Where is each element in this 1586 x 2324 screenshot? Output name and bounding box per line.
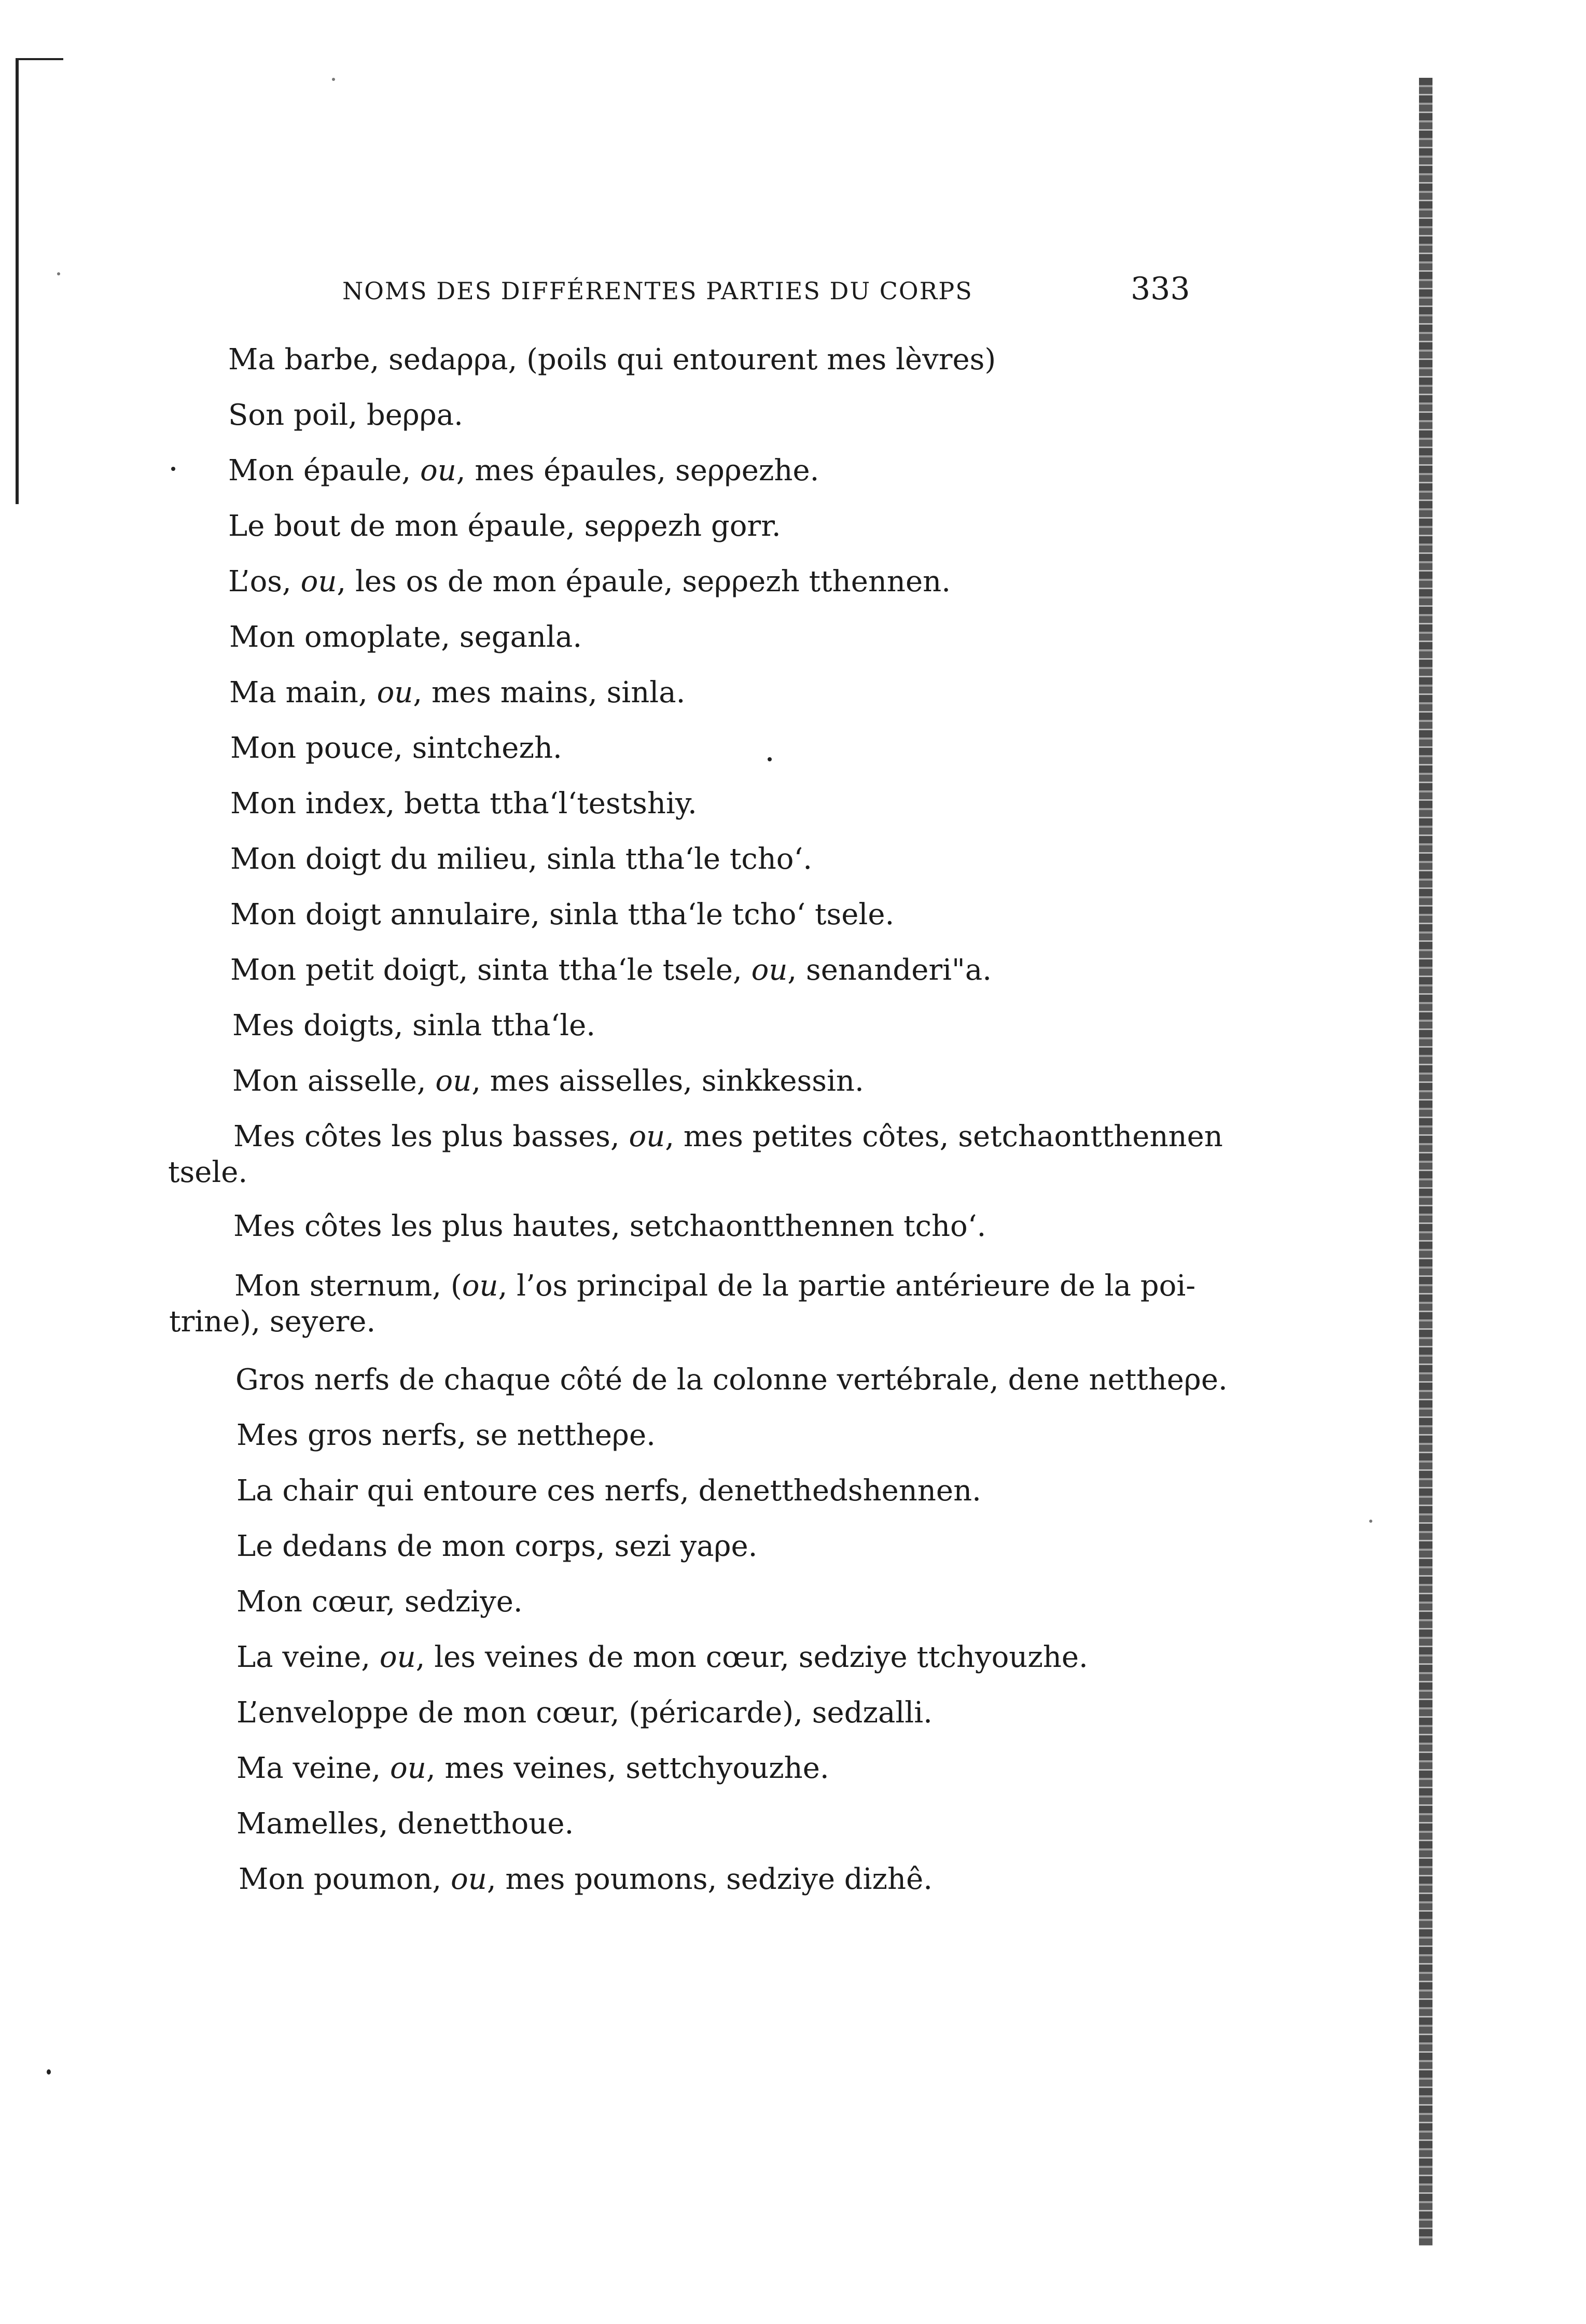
text-line: Son poil, beρρa. [228,398,463,432]
text-line: Le dedans de mon corps, sezi yaρe. [236,1529,758,1563]
text-line: Mon épaule, ou, mes épaules, seρρezhe. [228,454,819,488]
text-line: Mon doigt du milieu, sinla ttha‘le tcho‘. [230,842,813,876]
text-line: La veine, ou, les veines de mon cœur, sedziye ttchyouzhe. [236,1640,1088,1674]
text-line: Mon poumon, ou, mes poumons, sedziye dizhê. [239,1862,933,1896]
page-edge-right [1419,78,1432,2246]
text-line: Le bout de mon épaule, seρρezh gorr. [228,509,781,543]
text-line: Ma main, ou, mes mains, sinla. [229,676,686,709]
text-line: Mon omoplate, seganla. [229,620,582,654]
body-text [166,332,1234,1907]
text-line: Mamelles, denetthoue. [236,1807,574,1841]
text-line: La chair qui entoure ces nerfs, denetthedshennen. [236,1474,981,1508]
text-line: Mes côtes les plus hautes, setchaontthennen tcho‘. [233,1209,986,1243]
scan-speck [1369,1520,1372,1523]
text-line: Mes doigts, sinla ttha‘le. [232,1009,596,1042]
page-header [342,271,1224,312]
text-line: Mon index, betta ttha‘l‘testshiy. [230,787,697,820]
text-line: Ma veine, ou, mes veines, settchyouzhe. [236,1751,829,1785]
text-line: L’enveloppe de mon cœur, (péricarde), sedzalli. [236,1696,933,1730]
text-line: Mon sternum, (ou, l’os principal de la partie antérieure de la poi- [234,1269,1196,1303]
text-line: Ma barbe, sedaρρa, (poils qui entourent mes lèvres) [228,343,996,377]
page-number: 333 [1131,271,1190,307]
text-line: Mon doigt annulaire, sinla ttha‘le tcho‘ tsele. [230,898,895,931]
page-edge-left [16,58,19,504]
text-line: Mon pouce, sintchezh. [230,731,562,765]
text-line: Mes côtes les plus basses, ou, mes petites côtes, setchaontthennen [233,1120,1223,1153]
text-line: Gros nerfs de chaque côté de la colonne vertébrale, dene nettheρe. [235,1363,1228,1397]
text-line: Mes gros nerfs, se nettheρe. [236,1418,656,1452]
text-line: tsele. [168,1156,248,1189]
text-line: trine), seyere. [169,1305,376,1339]
text-line: Mon aisselle, ou, mes aisselles, sinkkessin. [232,1064,864,1098]
text-line: Mon petit doigt, sinta ttha‘le tsele, ou, senanderi"a. [230,953,992,987]
scan-speck [332,78,335,81]
running-title: NOMS DES DIFFÉRENTES PARTIES DU CORPS [342,277,973,305]
page-edge-mark [16,58,63,60]
scan-speck [47,2069,51,2075]
scan-speck [57,272,60,275]
text-line: Mon cœur, sedziye. [236,1585,523,1619]
text-line: L’os, ou, les os de mon épaule, seρρezh tthennen. [228,565,951,599]
